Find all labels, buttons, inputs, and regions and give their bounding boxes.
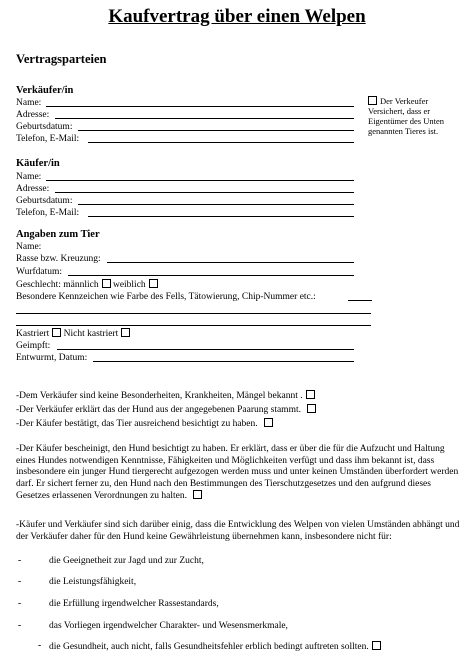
document-title: Kaufvertrag über einen Welpen <box>108 6 366 27</box>
bullet-dash: - <box>18 599 22 609</box>
sex-female-label: weiblich <box>112 280 146 290</box>
buyer-birthdate-label: Geburtsdatum: <box>16 196 73 206</box>
pedigree-checkbox[interactable] <box>307 404 316 413</box>
bullet-item <box>49 641 381 652</box>
declaration-checkbox[interactable] <box>193 490 202 499</box>
statement-text: -Der Käufer bestätigt, das Tier ausreichend besichtigt zu haben. <box>16 419 258 429</box>
not-castrated-checkbox[interactable] <box>121 328 130 337</box>
animal-breed-field[interactable] <box>107 262 354 263</box>
animal-sex-row <box>16 279 158 291</box>
vaccinated-label: Geimpft: <box>16 341 51 351</box>
seller-heading: Verkäufer/in <box>16 85 74 96</box>
animal-name-label: Name: <box>16 242 42 252</box>
seller-contact-field[interactable] <box>88 142 354 143</box>
buyer-address-label: Adresse: <box>16 184 50 194</box>
seller-address-label: Adresse: <box>16 110 50 120</box>
animal-litter-field[interactable] <box>68 275 354 276</box>
statement-inspected <box>16 418 273 430</box>
animal-marks-field-3[interactable] <box>16 325 371 326</box>
buyer-heading: Käufer/in <box>16 158 60 169</box>
health-checkbox[interactable] <box>372 641 381 650</box>
seller-birthdate-label: Geburtsdatum: <box>16 122 73 132</box>
statement-text: -Dem Verkäufer sind keine Besonderheiten, Krankheiten, Mängel bekannt . <box>16 391 303 401</box>
statement-text: -Der Verkäufer erklärt das der Hund aus der angegebenen Paarung stammt. <box>16 405 301 415</box>
seller-birthdate-field[interactable] <box>78 130 354 131</box>
seller-name-field[interactable] <box>46 106 354 107</box>
female-checkbox[interactable] <box>149 279 158 288</box>
seller-address-field[interactable] <box>55 118 354 119</box>
buyer-name-label: Name: <box>16 172 42 182</box>
buyer-contact-field[interactable] <box>88 216 354 217</box>
animal-litter-label: Wurfdatum: <box>16 267 63 277</box>
bullet-item: die Leistungsfähigkeit, <box>49 577 137 587</box>
animal-breed-label: Rasse bzw. Kreuzung: <box>16 254 101 264</box>
animal-marks-field-1[interactable] <box>348 300 372 301</box>
bullet-dash: - <box>18 577 22 587</box>
ownership-checkbox[interactable] <box>368 96 377 105</box>
no-defects-checkbox[interactable] <box>306 390 315 399</box>
bullet-item-text: die Gesundheit, auch nicht, falls Gesundheitsfehler erblich bedingt auftreten sollten. <box>49 642 369 652</box>
animal-heading: Angaben zum Tier <box>16 229 100 240</box>
ownership-note-text: Der Verkeufer Versichert, dass er Eigentümer des Unten genannten Tieres ist. <box>368 96 445 137</box>
inspected-checkbox[interactable] <box>264 418 273 427</box>
buyer-declaration-text: -Der Käufer bescheinigt, den Hund besichtigt zu haben. Er erklärt, dass er über die für die Aufzucht und Haltung eines Hundes notwendigen Kenntnisse, Fähigkeiten und Möglichkeiten verfügt und dass ihm bekannt ist, dass insbesondere ein junger Hund tiergerecht aufgezogen werden muss und unter keinen Umständen überfordert werden darf. Er sichert ferner zu, den Hund nach den Bestimmungen des Tierschutzgesetzes und den aufgrund dieses Gesetzes erlassenen Verordnungen zu halten. <box>16 444 459 502</box>
bullet-dash: - <box>38 641 42 651</box>
buyer-birthdate-field[interactable] <box>78 204 354 205</box>
vaccinated-field[interactable] <box>57 349 354 350</box>
not-castrated-label: Nicht kastriert <box>63 329 119 339</box>
statement-no-defects <box>16 390 315 402</box>
buyer-contact-label: Telefon, E-Mail: <box>16 208 80 218</box>
seller-ownership-note <box>368 96 460 136</box>
animal-marks-field-2[interactable] <box>16 313 371 314</box>
buyer-name-field[interactable] <box>46 180 354 181</box>
castrated-label: Kastriert <box>16 329 50 339</box>
statement-pedigree <box>16 404 316 416</box>
bullet-dash: - <box>18 621 22 631</box>
male-checkbox[interactable] <box>102 279 111 288</box>
buyer-declaration-paragraph <box>16 444 464 503</box>
animal-marks-label: Besondere Kennzeichen wie Farbe des Fells, Tätowierung, Chip-Nummer etc.: <box>16 292 316 302</box>
bullet-item: das Vorliegen irgendwelcher Charakter- und Wesensmerkmale, <box>49 621 288 631</box>
dewormed-field[interactable] <box>93 361 354 362</box>
bullet-item: die Geeignetheit zur Jagd und zur Zucht, <box>49 556 204 566</box>
dewormed-label: Entwurmt, Datum: <box>16 353 88 363</box>
bullet-item: die Erfüllung irgendwelcher Rassestandards, <box>49 599 219 609</box>
seller-contact-label: Telefon, E-Mail: <box>16 134 80 144</box>
agreement-paragraph: -Käufer und Verkäufer sind sich darüber einig, dass die Entwicklung des Welpen von vielen Umständen abhängt und der Verkäufer daher für den Hund keine Gewährleistung übernehmen kann, insbesondere nicht für: <box>16 520 460 542</box>
castrated-checkbox[interactable] <box>52 328 61 337</box>
castration-row <box>16 328 130 340</box>
bullet-dash: - <box>18 556 22 566</box>
seller-name-label: Name: <box>16 98 42 108</box>
sex-male-label: Geschlecht: männlich <box>16 280 99 290</box>
buyer-address-field[interactable] <box>55 192 354 193</box>
section-heading-parties: Vertragsparteien <box>16 52 107 66</box>
